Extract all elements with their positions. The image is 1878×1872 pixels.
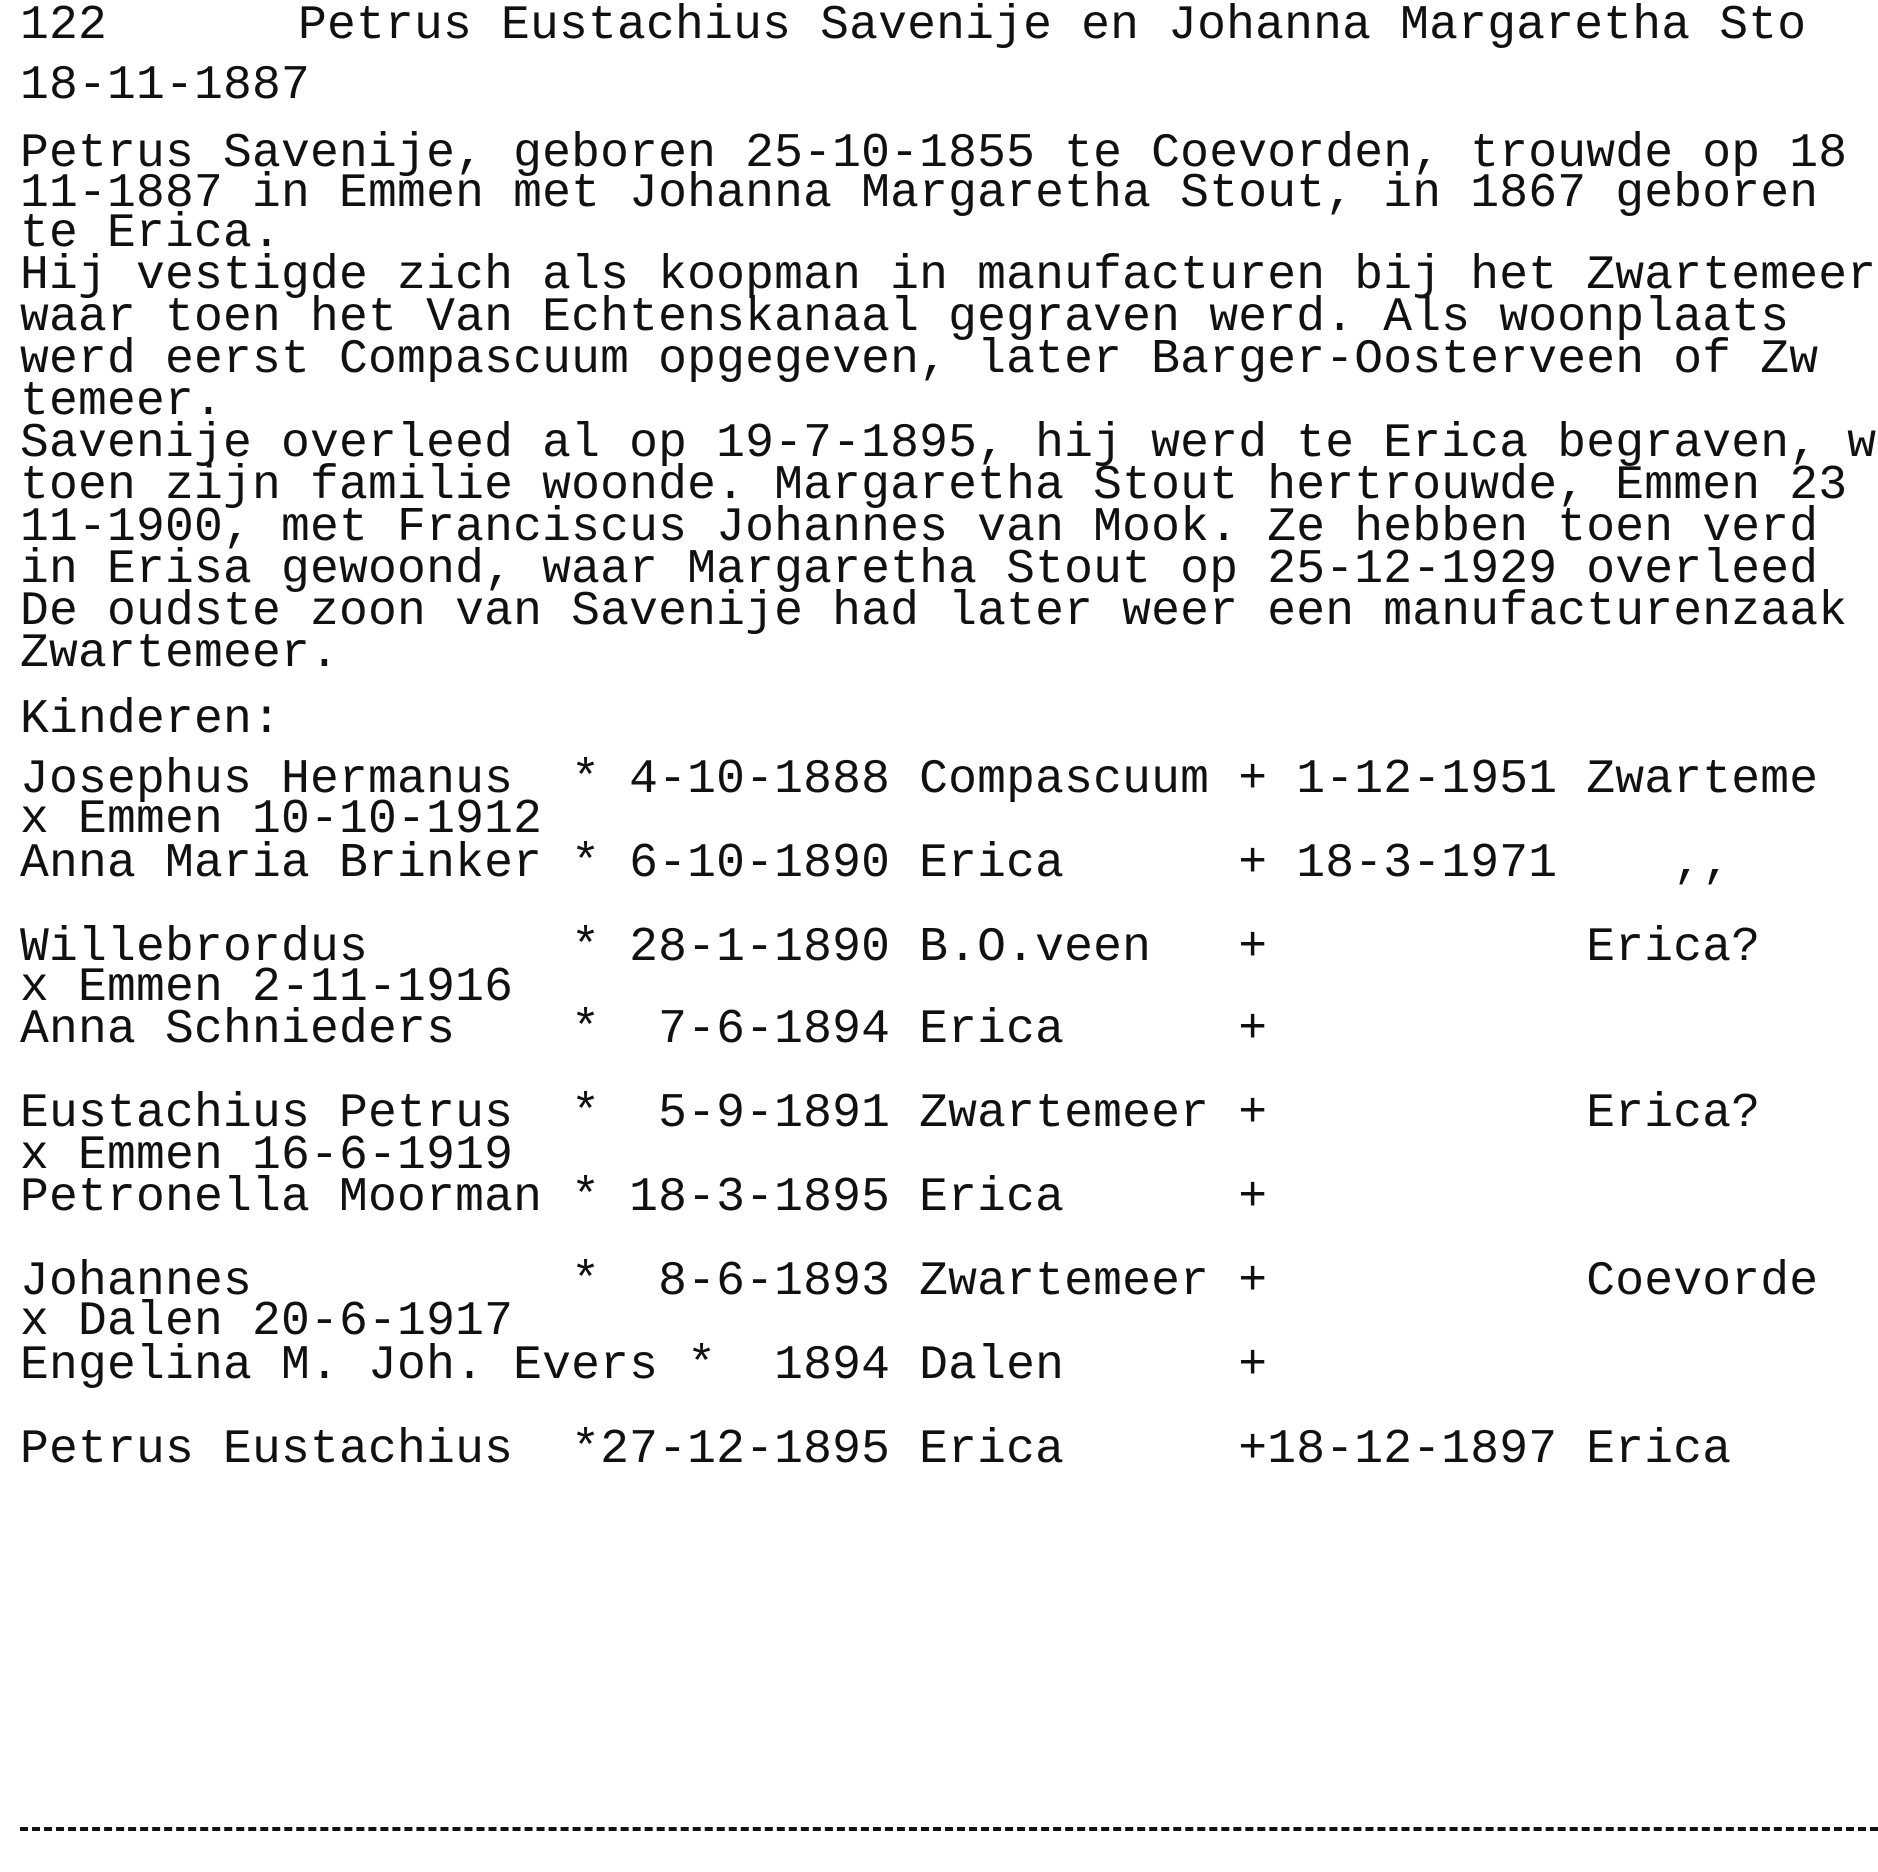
child-entry-line: x Emmen 10-10-1912: [20, 793, 543, 847]
text-line: 11-1900, met Franciscus Johannes van Mook. Ze hebben toen verd: [20, 501, 1819, 555]
child-entry-line: Eustachius Petrus * 5-9-1891 Zwartemeer + Erica?: [20, 1087, 1761, 1141]
child-entry-line: Engelina M. Joh. Evers * 1894 Dalen +: [20, 1339, 1268, 1393]
text-line: toen zijn familie woonde. Margaretha Stout hertrouwde, Emmen 23: [20, 459, 1848, 513]
text-line: Savenije overleed al op 19-7-1895, hij werd te Erica begraven, w: [20, 417, 1877, 471]
child-entry-line: Johannes * 8-6-1893 Zwartemeer + Coevorde: [20, 1255, 1819, 1309]
text-line: 11-1887 in Emmen met Johanna Margaretha Stout, in 1867 geboren: [20, 167, 1819, 221]
text-line: De oudste zoon van Savenije had later weer een manufacturenzaak: [20, 585, 1848, 639]
text-line: Zwartemeer.: [20, 627, 340, 681]
page-number: 122: [20, 0, 108, 53]
document-title: Petrus Eustachius Savenije en Johanna Margaretha Sto: [298, 0, 1807, 53]
dashed-divider: [20, 1827, 1878, 1831]
child-entry-line: Josephus Hermanus * 4-10-1888 Compascuum + 1-12-1951 Zwarteme: [20, 753, 1819, 807]
text-line: Petrus Savenije, geboren 25-10-1855 te Coevorden, trouwde op 18: [20, 127, 1848, 181]
child-entry-line: x Emmen 16-6-1919: [20, 1129, 514, 1183]
child-entry-line: x Dalen 20-6-1917: [20, 1295, 514, 1349]
child-entry-line: Anna Schnieders * 7-6-1894 Erica +: [20, 1003, 1268, 1057]
text-line: in Erisa gewoond, waar Margaretha Stout op 25-12-1929 overleed: [20, 543, 1819, 597]
text-line: te Erica.: [20, 207, 282, 261]
child-entry-line: x Emmen 2-11-1916: [20, 961, 514, 1015]
text-line: Hij vestigde zich als koopman in manufacturen bij het Zwartemeer: [20, 249, 1877, 303]
text-line: temeer.: [20, 375, 224, 429]
child-entry-line: Anna Maria Brinker * 6-10-1890 Erica + 18-3-1971 ,,: [20, 837, 1732, 891]
child-entry-line: Willebrordus * 28-1-1890 B.O.veen + Erica?: [20, 921, 1761, 975]
child-entry-line: Petronella Moorman * 18-3-1895 Erica +: [20, 1171, 1268, 1225]
children-heading: Kinderen:: [20, 693, 282, 747]
child-entry-line: Petrus Eustachius *27-12-1895 Erica +18-12-1897 Erica: [20, 1423, 1732, 1477]
text-line: waar toen het Van Echtenskanaal gegraven werd. Als woonplaats: [20, 291, 1790, 345]
text-line: werd eerst Compascuum opgegeven, later Barger-Oosterveen of Zw: [20, 333, 1819, 387]
document-date: 18-11-1887: [20, 59, 311, 113]
